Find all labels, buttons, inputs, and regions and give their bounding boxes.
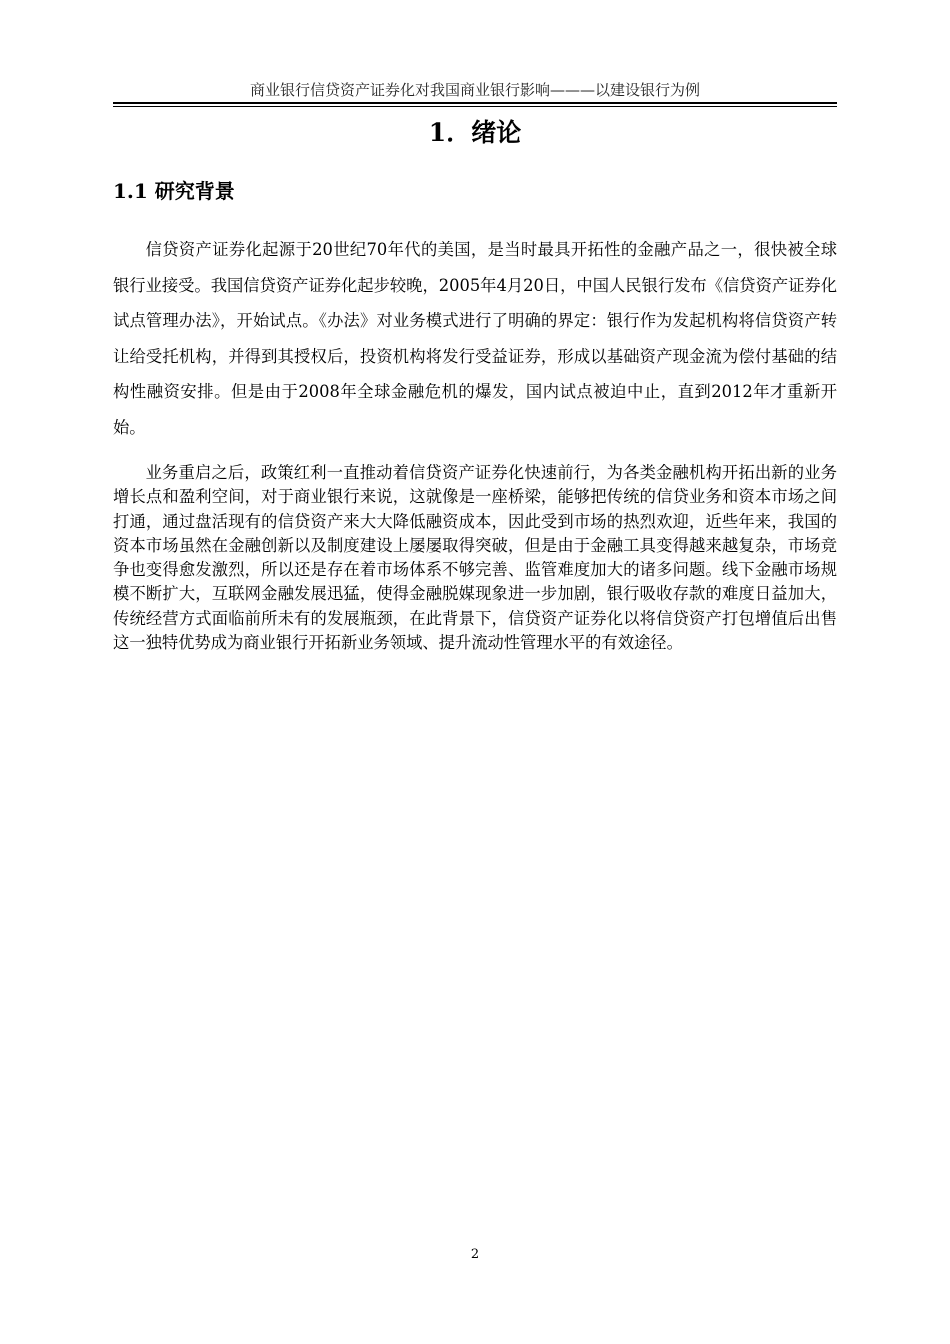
body-paragraph-2: 业务重启之后，政策红利一直推动着信贷资产证券化快速前行，为各类金融机构开拓出新的业务增长点和盈利空间，对于商业银行来说，这就像是一座桥梁，能够把传统的信贷业务和资本市场之间打通，通过盘活现有的信贷资产来大大降低融资成本，因此受到市场的热烈欢迎，近些年来，我国的资本市场虽然在金融创新以及制度建设上屡屡取得突破，但是由于金融工具变得越来越复杂，市场竞争也变得愈发激烈，所以还是存在着市场体系不够完善、监管难度加大的诸多问题。线下金融市场规模不断扩大，互联网金融发展迅猛，使得金融脱媒现象进一步加剧，银行吸收存款的难度日益加大，传统经营方式面临前所未有的发展瓶颈，在此背景下，信贷资产证券化以将信贷资产打包增值后出售这一独特优势成为商业银行开拓新业务领域、提升流动性管理水平的有效途径。 bbox=[113, 463, 837, 653]
body-paragraph-1: 信贷资产证券化起源于20世纪70年代的美国，是当时最具开拓性的金融产品之一，很快被全球银行业接受。我国信贷资产证券化起步较晚，2005年4月20日，中国人民银行发布《信贷资产证券化试点管理办法》，开始试点。《办法》对业务模式进行了明确的界定：银行作为发起机构将信贷资产转让给受托机构，并得到其授权后，投资机构将发行受益证券，形成以基础资产现金流为偿付基础的结构性融资安排。但是由于2008年全球金融危机的爆发，国内试点被迫中止，直到2012年才重新开始。 bbox=[113, 240, 837, 437]
header-rule-thin bbox=[113, 106, 837, 107]
page-number: 2 bbox=[470, 1247, 480, 1262]
header-rule bbox=[113, 102, 837, 104]
section-title: 1.1 研究背景 bbox=[113, 179, 235, 203]
chapter-title: 1．绪论 bbox=[428, 118, 522, 147]
running-header: 商业银行信贷资产证券化对我国商业银行影响———以建设银行为例 bbox=[249, 81, 700, 99]
